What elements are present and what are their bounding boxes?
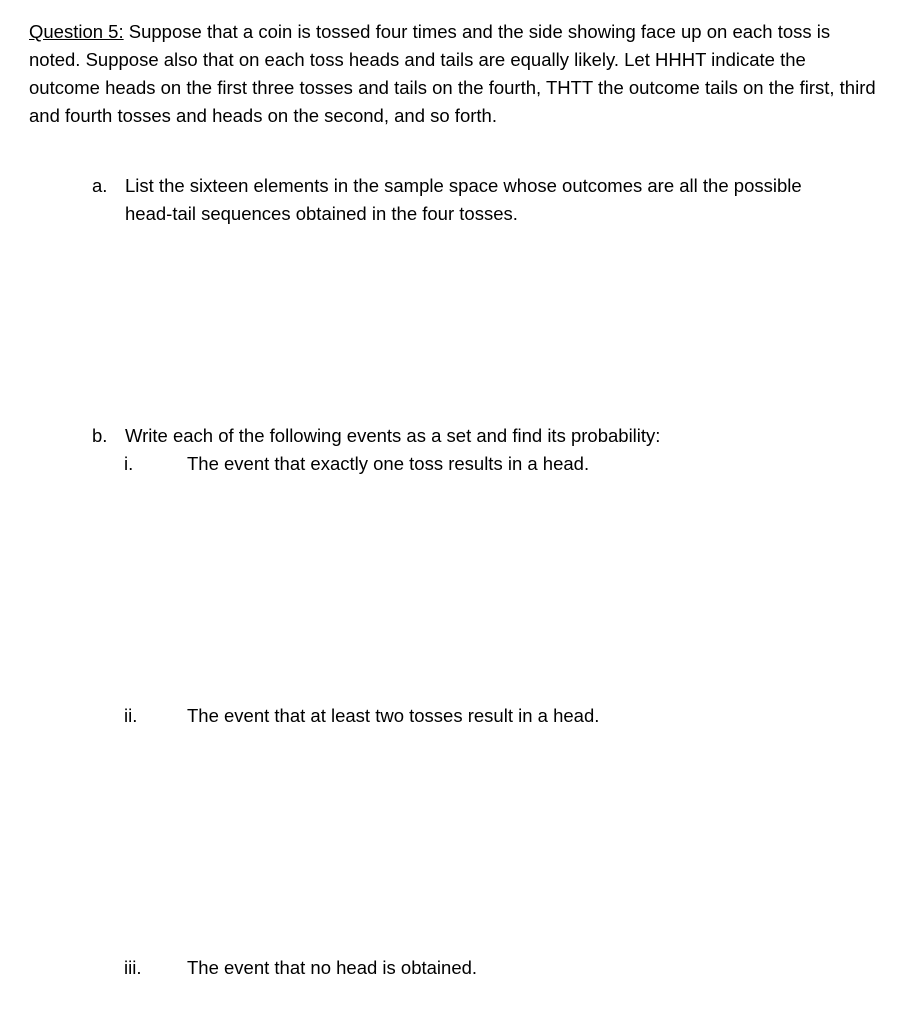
part-b-item-text: The event that at least two tosses result in a head. — [187, 705, 600, 726]
part-b-item-i — [124, 450, 589, 478]
part-b-item-text: The event that no head is obtained. — [187, 957, 478, 978]
part-b-item-iii — [124, 954, 477, 982]
part-b-item-ii — [124, 702, 599, 730]
part-b-item-marker: i. — [124, 453, 134, 474]
part-a-marker: a. — [92, 175, 108, 196]
question-intro — [29, 18, 879, 130]
part-a — [92, 172, 852, 228]
question-text: Suppose that a coin is tossed four times and the side showing face up on each toss is noted. Suppose also that on each toss heads and tails are equally likely. Let HHHT indicate the outcome heads on the first three tosses and tails on the fourth, THTT the outcome tails on the first, third and fourth tosses and heads on the second, and so forth. — [29, 21, 876, 126]
part-b-item-text: The event that exactly one toss results in a head. — [187, 453, 590, 474]
part-b-item-marker: ii. — [124, 705, 138, 726]
part-b-text: Write each of the following events as a set and find its probability: — [125, 425, 661, 446]
part-a-text: List the sixteen elements in the sample space whose outcomes are all the possible head-tail sequences obtained in the four tosses. — [125, 175, 802, 224]
question-label: Question 5: — [29, 21, 124, 42]
part-b — [92, 422, 852, 450]
part-b-item-marker: iii. — [124, 957, 142, 978]
part-b-marker: b. — [92, 425, 108, 446]
